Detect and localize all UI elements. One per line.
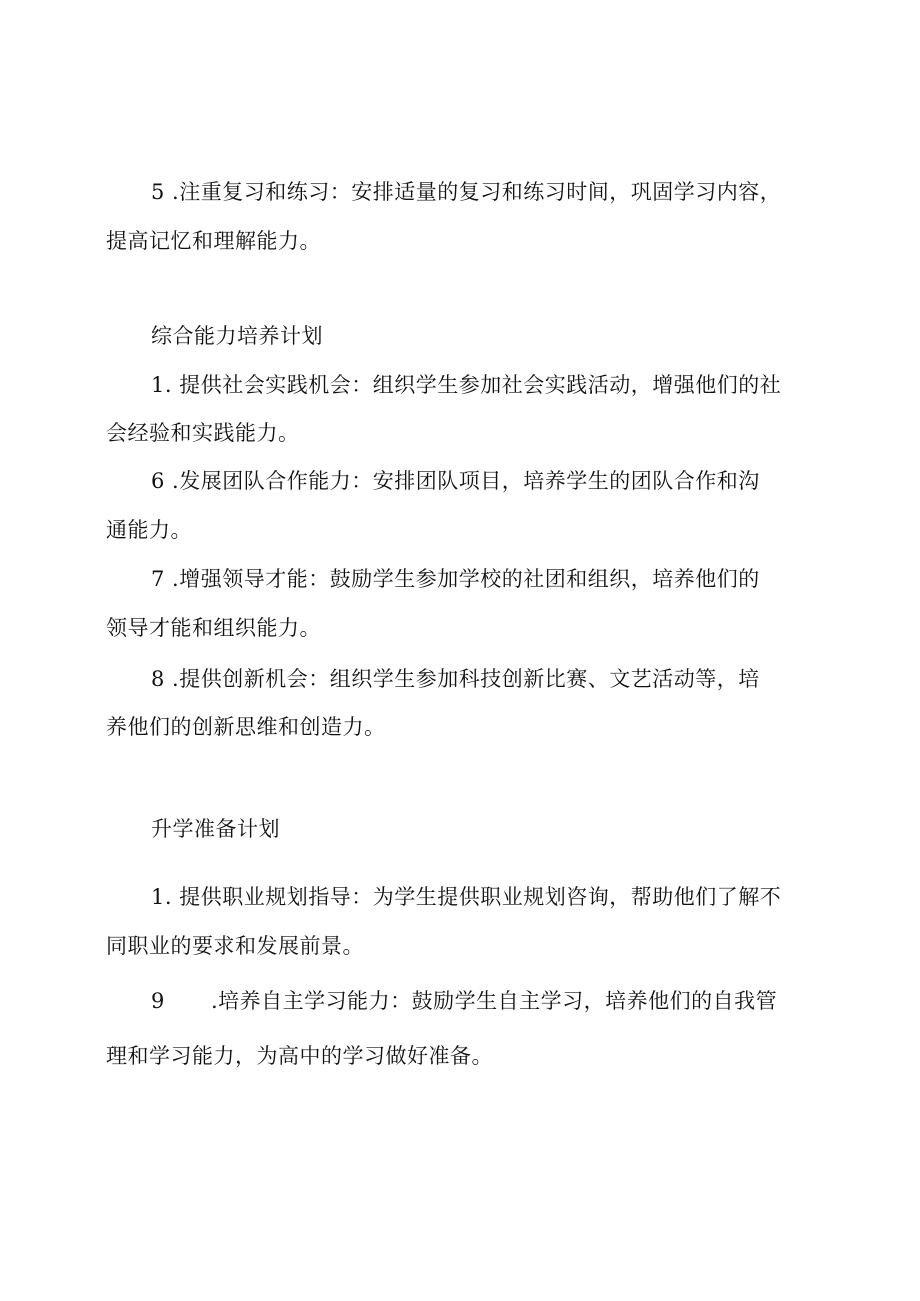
admission-item9-line1 <box>151 987 831 1015</box>
admission-item9-line1-text: .培养自主学习能力：鼓励学生自主学习，培养他们的自我管 <box>211 989 778 1013</box>
admission-item9-number: 9 <box>151 989 165 1013</box>
comprehensive-item8-line2: 养他们的创新思维和创造力。 <box>106 715 386 739</box>
comprehensive-item8-line1: 8 .提供创新机会：组织学生参加科技创新比赛、文艺活动等，培 <box>151 667 760 691</box>
section-heading-admission: 升学准备计划 <box>151 817 280 841</box>
comprehensive-item7-line2: 领导才能和组织能力。 <box>106 616 321 640</box>
comprehensive-item6-line1: 6 .发展团队合作能力：安排团队项目，培养学生的团队合作和沟 <box>151 469 760 493</box>
comprehensive-item6-line2: 通能力。 <box>106 518 192 542</box>
comprehensive-item1-line1: 1. 提供社会实践机会：组织学生参加社会实践活动，增强他们的社 <box>151 373 782 397</box>
comprehensive-item7-line1: 7 .增强领导才能：鼓励学生参加学校的社团和组织，培养他们的 <box>151 567 760 591</box>
section-heading-comprehensive: 综合能力培养计划 <box>151 324 323 348</box>
item5-line1: 5 .注重复习和练习：安排适量的复习和练习时间，巩固学习内容， <box>151 180 782 204</box>
comprehensive-item1-line2: 会经验和实践能力。 <box>106 421 300 445</box>
admission-item1-line1: 1. 提供职业规划指导：为学生提供职业规划咨询，帮助他们了解不 <box>151 885 782 909</box>
item5-line2: 提高记忆和理解能力。 <box>106 229 321 253</box>
admission-item1-line2: 同职业的要求和发展前景。 <box>106 934 364 958</box>
admission-item9-line2: 理和学习能力，为高中的学习做好准备。 <box>106 1044 493 1068</box>
